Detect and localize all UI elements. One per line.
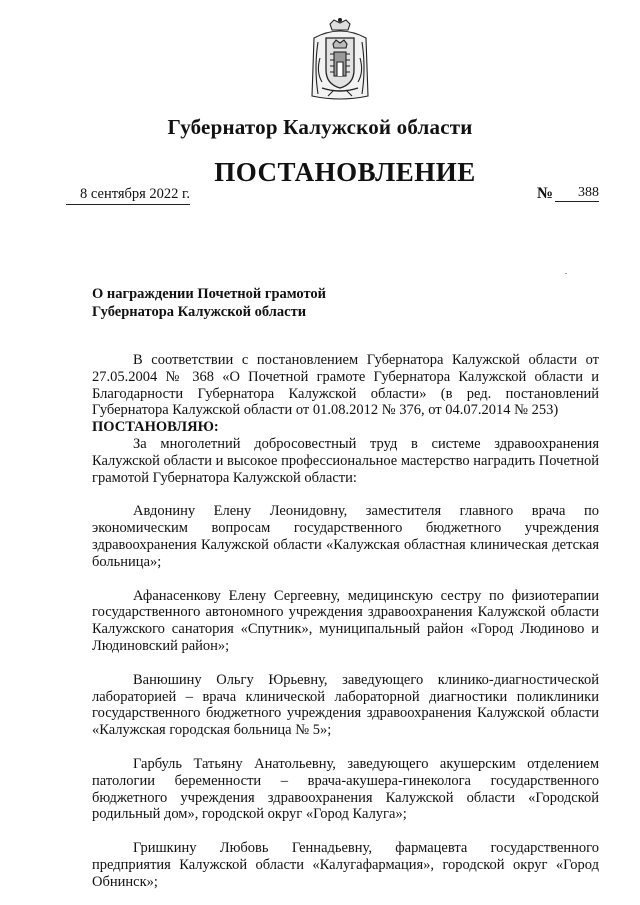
subject-line-2: Губернатора Калужской области bbox=[92, 304, 307, 320]
date-value: 8 сентября 2022 г. bbox=[80, 186, 190, 202]
document-type: ПОСТАНОВЛЕНИЕ bbox=[214, 157, 476, 187]
scan-mark bbox=[565, 273, 567, 274]
awardee-paragraph: Авдонину Елену Леонидовну, заместителя главного врача по экономическим вопросам государственного бюджетного учреждения здравоохранения Калужской области «Калужская областная клиническая детская больница»; bbox=[92, 503, 599, 570]
document-number: 388 bbox=[555, 185, 599, 202]
decree-heading: ПОСТАНОВЛЯЮ: bbox=[92, 419, 219, 436]
subject-line-1: О награждении Почетной грамотой bbox=[92, 286, 327, 302]
awardee-paragraph: Гришкину Любовь Геннадьевну, фармацевта государственного предприятия Калужской области «Калугафармация», городской округ «Город Обнинск»; bbox=[92, 840, 599, 890]
awardee-paragraph: Афанасенкову Елену Сергеевну, медицинскую сестру по физиотерапии государственного автономного учреждения здравоохранения Калужской области Калужского санатория «Спутник», муниципальный район «Город Людиново и Людиновский район»; bbox=[92, 587, 599, 654]
number-label: № bbox=[537, 185, 554, 202]
document-date bbox=[66, 186, 190, 205]
awardee-paragraph: Ванюшину Ольгу Юрьевну, заведующего клинико-диагностической лабораторией – врача клинической лабораторной диагностики поликлиники государственного бюджетного учреждения здравоохранения Калужской области «Калужская городская больница № 5»; bbox=[92, 671, 599, 739]
authority-title: Губернатор Калужской области bbox=[167, 115, 473, 139]
awardee-paragraph: Гарбуль Татьяну Анатольевну, заведующего акушерским отделением патологии беременности – врача-акушера-гинеколога государственного бюджетного учреждения здравоохранения Калужской области «Городской родильный дом», городской округ «Город Калуга»; bbox=[92, 755, 599, 823]
reason-paragraph: За многолетний добросовестный труд в системе здравоохранения Калужской области и высокое профессиональное мастерство наградить Почетной грамотой Губернатора Калужской области: bbox=[92, 435, 599, 486]
document-body bbox=[92, 352, 599, 891]
preamble-paragraph: В соответствии с постановлением Губернатора Калужской области от 27.05.2004 № 368 «О Почетной грамоте Губернатора Калужской области и Благодарности Губернатора Калужской области» (в ред. постановлений Губернатора Калужской области от 01.08.2012 № 376, от 04.07.2014 № 253) bbox=[92, 352, 599, 419]
document-subject bbox=[92, 285, 326, 321]
coat-of-arms-icon bbox=[308, 18, 372, 102]
